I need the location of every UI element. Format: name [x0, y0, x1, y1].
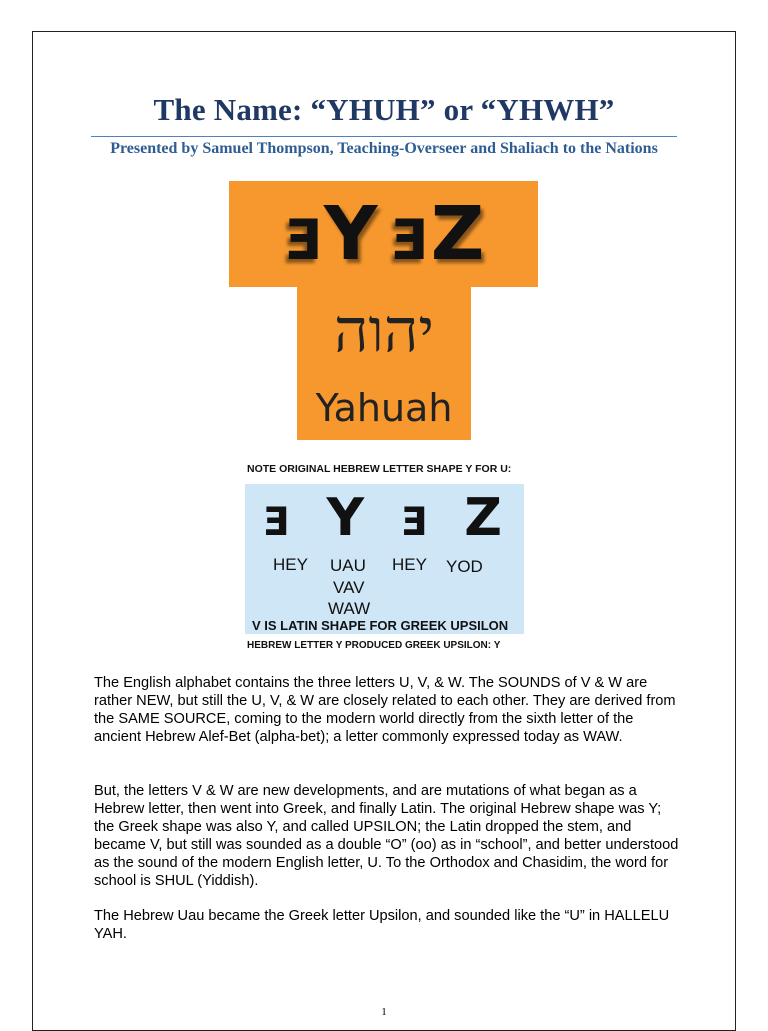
paleo-letter: Z	[464, 488, 502, 548]
paleo-letter: ᴇ	[383, 191, 431, 277]
label-waw: WAW	[328, 599, 371, 618]
hebrew-name: יהוה	[333, 296, 435, 366]
paragraph-text: The Hebrew Uau became the Greek letter Upsilon, and sounded like the “U” in HALLELU YAH.	[94, 908, 670, 942]
transliteration: Yahuah	[315, 386, 453, 430]
paragraph-1	[94, 674, 684, 746]
upsilon-note: HEBREW LETTER Y PRODUCED GREEK UPSILON: Y	[247, 640, 501, 651]
subtitle: Presented by Samuel Thompson, Teaching-Overseer and Shaliach to the Nations	[110, 140, 658, 157]
paleo-hebrew-name	[229, 181, 538, 287]
label-yod: YOD	[446, 557, 483, 576]
paragraph-text: But, the letters V & W are new developments, and are mutations of what began as a Hebrew letter, then went into Greek, and finally Latin. The original Hebrew shape was Y; the Greek shape was also Y, and called UPSILON; the Latin dropped the stem, and became V, but still was sounded as a double “O” (oo) as in “school”, and better understood as the sound of the modern English letter, U. To the Orthodox and Chasidim, the word for school is SHUL (Yiddish).	[94, 783, 679, 889]
paleo-letter: Z	[430, 191, 491, 277]
paleo-letter: Y	[323, 191, 384, 277]
paleo-letter: Y	[326, 488, 365, 548]
letter-shape-note: NOTE ORIGINAL HEBREW LETTER SHAPE Y FOR U:	[247, 463, 512, 475]
paragraph-2	[94, 782, 684, 890]
paleo-letter: ᴇ	[399, 488, 429, 548]
paleo-letters-small	[262, 488, 502, 548]
page-number: 1	[381, 1006, 387, 1018]
label-hey-2: HEY	[392, 555, 427, 574]
label-vav: VAV	[333, 578, 365, 597]
label-hey-1: HEY	[273, 555, 308, 574]
title-underline	[91, 136, 677, 137]
label-uau: UAU	[330, 556, 366, 575]
latin-shape-note: V IS LATIN SHAPE FOR GREEK UPSILON	[252, 618, 509, 633]
paragraph-3	[94, 907, 684, 943]
paragraph-text: The English alphabet contains the three letters U, V, & W. The SOUNDS of V & W are rather NEW, but still the U, V, & W are closely related to each other. They are derived from the SAME SOURCE, coming to the modern world directly from the sixth letter of the ancient Hebrew Alef-Bet (alpha-bet); a letter commonly expressed today as WAW.	[94, 675, 676, 745]
paleo-letter: ᴇ	[262, 488, 292, 548]
paleo-letter: ᴇ	[276, 191, 324, 277]
page-title: The Name: “YHUH” or “YHWH”	[153, 92, 615, 127]
